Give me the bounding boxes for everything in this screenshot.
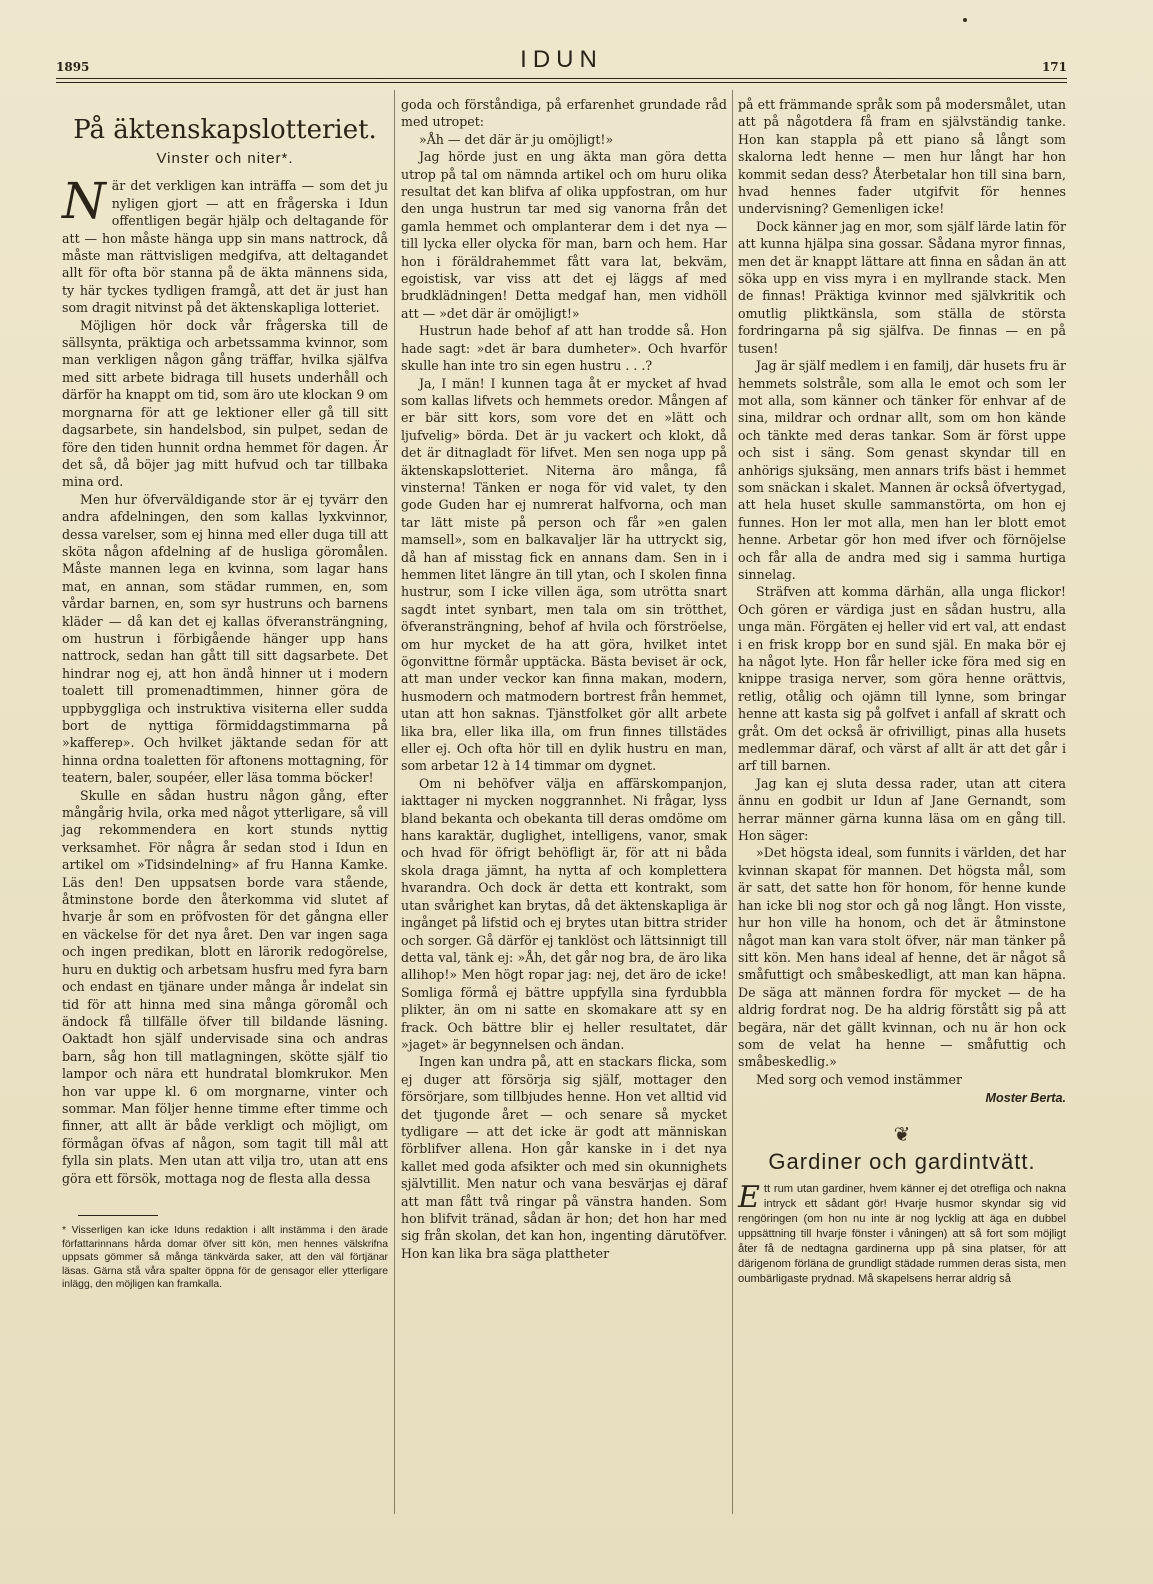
header-rule-thin [56,82,1067,83]
column-1 [62,96,388,1292]
article-paragraph: Jag hörde just en ung äkta man göra detta utrop på tal om nämnda artikel och om huru olika resultat det kan blifva af olika uppfostran, om hur den unga hustrun tar med sig vanorna från det gamla hemmet och omplanterar dem i det nya — till lycka eller olycka för man, barn och hem. Har hon i föräldrahemmet fått vara lat, bekväm, egoistisk, var viss att det ej läggs af med brudklädningen! Detta medgaf han, men vidhöll att — »det där är omöjligt!» [401,149,727,321]
article-paragraph: Om ni behöfver välja en affärskompanjon, iakttager ni mycken noggrannhet. Ni frågar, lyss bland bekanta och obekanta till deras omdöme om hans karaktär, duglighet, intelligens, vanor, smak och hvad för öfrigt behöfligt är, för att ni båda skola draga jämnt, ha nytta af och komplettera hvarandra. Och dock är detta ett kontrakt, som utan svårighet kan brytas, då det äktenskapliga är ingånget på lifstid och ej brytes utan bittra strider och sorger. Gå därför ej tanklöst och lättsinnigt till detta val, tänk ej: »Åh, det går nog bra, de äro lika allihop!» Men högt ropar jag: nej, det äro de icke! Somliga förmå ej bättre uppfylla sina fyrdubbla plikter, än om ni satte en skomakare att sy en frack. Och bättre blir ej heller resultatet, där »jaget» är begynnelsen och ändan. [401,775,727,1052]
article2-title: Gardiner och gardintvätt. [768,1148,1036,1174]
article-paragraph: När det verkligen kan inträffa — som det ju nyligen gjort — att en frågerska i Idun offentligen begär hjälp och deltagande för att — hon måste hänga upp sin mans nattrock, då måste man rättvisligen medgifva, att deltagandet allt för ofta bör stanna på de äkta männens sida, ty här tyckes tydligen framgå, att det är just han som dragit nitvinst på det äktenskapliga lotteriet. [62,172,388,316]
article-paragraph: Jag är själf medlem i en familj, där husets fru är hemmets solstråle, som alla le emot och som ler mot alla, som känner och tänker för enhvar af de sina, mildrar och ordnar allt, som om hon kände och tänkte med deras tankar. Som är först uppe och sist i säng. Som genast skyndar till en anhörigs sjuksäng, men annars trifs bäst i hemmet som snäckan i skalet. Mannen är också öfvertygad, att hela huset skulle sammanstörta, om hon ej funnes. Hon ler mot alla, men han ler blott emot henne. Arbetar gör hon med ifver och förnöjelse och får alla de andra med sig i samma hurtiga sinnelag. [738,358,1066,582]
column-2 [401,96,727,1262]
article-paragraph: Sträfven att komma därhän, alla unga flickor! Och gören er värdiga just en sådan hustru, alla unga män. Förgäten ej heller vid ert val, att endast i en frisk kropp bor en sund själ. En maka bör ej ha något lyte. Hon får heller icke föra med sig en knippe trasiga nerver, som göra henne orättvis, retlig, otålig och ojämn till lynne, som bringar henne att kasta sig på golfvet i anfall af skratt och gråt. Om det också är ofrivilligt, pinas alla husets medlemmar däraf, och värst af allt är att det går i arf till barnen. [738,584,1066,774]
article-paragraph: Men hur öfverväldigande stor är ej tyvärr den andra afdelningen, den som kallas lyxkvinnor, dessa varelser, som ej hinna med eller duga till att sköta någon afdelning af de husliga göromålen. Måste mannen lega en kvinna, som lagar hans mat, en annan, som städar rummen, en, som vårdar barnen, en, som syr hustruns och barnens kläder — då kan det ej kallas öfveransträngning, om hustrun i förbigående hänger upp hans nattrock, sedan han gått till sitt dagsarbete. Det hindrar nog ej, att hon ändå hinner ut i modern toalett till promenadtimmen, hinner göra de uppbyggliga och instruktiva visiterna eller sudda bort de nyttiga förmiddagstimmarna på »kafferep». Och hvilket jäktande sedan för att hinna ordna toaletten för aftonens mottagning, för teatern, baler, soupéer, eller läsa tomma böcker! [62,491,388,786]
article-paragraph: »Åh — det där är ju omöjligt!» [419,131,614,147]
article-paragraph: Jag kan ej sluta dessa rader, utan att citera ännu en godbit ur Idun af Jane Gernandt, som herrar männer gärna kunna läsa om en gång till. Hon säger: [738,775,1066,844]
article-paragraph: Ja, I män! I kunnen taga åt er mycket af hvad som kallas lifvets och hemmets oredor. Mången af er bär sitt kors, som vore det en »lätt och ljufvelig» börda. Det är ju vackert och klokt, då det är ditnagladt för lifvet. Men sen noga upp på äktenskapslotteriet. Niterna äro många, få vinsterna! Tänken er noga för vid valet, ty den gode Guden har ej numrerat halfvorna, och man tar lätt miste på person och får »en galen mamsell», som en balkavaljer lär ha uttryckt sig, då han af misstag fick en annans dam. Sen in i hemmen litet längre än till ytan, och I skolen finna hustrur, som I icke villen äga, som utrötta snart sagdt intet synbart, men tala om sin trötthet, öfveransträngning, behof af hvila och förströelse, om hur mycket de ha att göra, hvilket intet ögonvittne förmår upptäcka. Bästa beviset är ock, att man under veckor kan finna makan, modern, husmodern och matmodern bortrest från hemmet, utan att hon saknas. Tjänstfolket gör allt arbete lika bra, eller lika illa, om frun finnes tillstädes eller ej. Och ofta hör till en dylik hustru en man, som arbetar 12 à 14 timmar om dygnet. [401,375,727,774]
signature: Moster Berta. [985,1091,1066,1106]
article-paragraph: Skulle en sådan hustru någon gång, efter mångårig hvila, orka med något ytterligare, så vill jag rekommendera en kort stunds nyttig verksamhet. För några år sedan stod i Idun en artikel om »Tidsindelning» af fru Hanna Kamke. Läs den! Den uppsatsen borde vara stående, åtminstone borde den återkomma vid slutet af hvarje år som en pröfvosten för det gångna eller en väckelse för det nya året. Den var ingen saga och ingen predikan, blott en lärorik redogörelse, huru en duktig och arbetsam husfru med fyra barn och endast en tjänare under många år indelat sin tid för att hinna med sina många göromål och ändock få tillfälle öfver till bildande läsning. Oaktadt hon själf undervisade sina och andras barn, såg hon till matlagningen, skötte själf tio lampor och nära ett hundratal blomkrukor. Men hon var uppe kl. 6 om morgnarne, vinter och sommar. Man följer henne timme efter timme och finner, att allt är både verkligt och möjligt, om förmågan öfvas af någon, som tagit till mål att fylla sin plats. Men utan att vilja tro, utan att ens göra ett försök, mottaga nog de flesta alla dessa [62,787,388,1186]
article-paragraph: Möjligen hör dock vår frågerska till de sällsynta, präktiga och arbetssamma kvinnor, som man verkligen någon gång träffar, hvilka själfva med sitt arbete bidraga till husets underhåll och därför ha knappt om tid, som äro ute klockan 9 om morgnarna för att ge lektioner eller gå till sitt dagsarbete, sin handelsbod, sin pulpet, sedan de före den tiden hunnit ordna hemmet för dagen. Är det så, då böjer jag mitt hufvud och tar tillbaka mina ord. [62,317,388,490]
article-paragraph: Ingen kan undra på, att en stackars flicka, som ej duger att försörja sig själf, mottager den försörjare, som tillbjudes henne. Hon vet alltid vid det tjugonde året — och senare så mycket tydligare — att det icke är godt att människan förblifver allena. Hon går kanske in i det nya kallet med goda afsikter och med sin okunnighets självtillit. Men natur och vana besvärjas ej däraf att man fått två ringar på vänstra handen. Som hon blifvit tränad, sådan är hon; det hon har med sig från skolan, det kan hon, ingenting därutöfver. Hon kan lika bra säga plattheter [401,1054,727,1261]
article-paragraph: Hustrun hade behof af att han trodde så. Hon hade sagt: »det är bara dumheter». Och hvarför skulle han inte tro sin egen hustru . . .? [401,323,727,374]
article-paragraph: goda och förståndiga, på erfarenhet grundade råd med utropet: [401,97,727,130]
article-paragraph: Dock känner jag en mor, som själf lärde latin för att kunna hjälpa sina gossar. Sådana myror finnas, men det är knappt lättare att finna en sådan än att söka upp en viss myra i en myllrande stack. Men de finnas! Präktiga kvinnor med självkritik och omutlig pliktkänsla, som ställa de största fordringarna på sig själfva. De finnas — en på tusen! [738,218,1066,356]
header-year: 1895 [56,60,90,74]
drop-cap: N [62,172,106,231]
column-3 [738,96,1066,1287]
article-paragraph: Med sorg och vemod instämmer [756,1071,962,1087]
column-divider-1 [394,90,395,1514]
drop-cap: E [738,1180,760,1216]
ornament-icon: ❦ [893,1121,911,1146]
page-number: 171 [1041,60,1067,74]
article-paragraph: »Det högsta ideal, som funnits i världen, det har kvinnan skapat för mannen. Det högsta mål, som är satt, det satte hon för honom, för henne kunde han icke bli nog stor och gå nog långt. Hon visste, hur hon ville ha honom, och det är åtminstone något man kan vara stolt öfver, när man tänker på sitt kön. Men hans ideal af henne, det är något så småfuttigt och småbeskedligt, att man kan häpna. De säga att männen fordra för mycket — de ha aldrig fordrat nog. De ha aldrig förstått sig på att begära, när det gällt kvinnan, och nu är hon ock som de velat ha henne — småfuttig och småbeskedlig.» [738,845,1066,1070]
masthead-title: IDUN [520,46,603,73]
header-rule [56,78,1067,79]
footnote-rule [78,1215,158,1216]
page-header [56,46,1067,76]
column-divider-2 [732,90,733,1514]
article-title: På äktenskapslotteriet. [73,115,377,145]
print-speck [963,18,967,22]
footnote: * Visserligen kan icke Iduns redaktion i allt instämma i den ärade författarinnans hårda domar öfver sitt kön, men hennes välskrifna uppsats gömmer så många tänkvärda saker, att den väl förtjänar läsas. Gärna stå våra spalter öppna för de gensagor eller ytterligare inlägg, den möjligen kan framkalla. [62,1224,388,1291]
article-paragraph: på ett främmande språk som på modersmålet, utan att på någotdera få fram en självständig tanke. Hon kan stappla på ett piano så långt som skalorna ledt henne — men hur långt har hon kommit sedan dess? Återbetalar hon till sina barn, hvad hennes fader utgifvit för hennes undervisning? Gemenligen icke! [738,97,1066,217]
article2-text: Ett rum utan gardiner, hvem känner ej det otrefliga och nakna intryck ett sådant gör! Hvarje husmor skyndar sig vid rengöringen (om hon nu inte är nog lycklig att äga en dubbel uppsättning till hvarje fönster i våningen) att så fort som möjligt åter få de nedtagna gardinerna upp på sina platser, för att därigenom förläna de grundligt städade rummen deras sista, men oumbärligaste prydnad. Må skapelsens herrar aldrig så [738,1180,1066,1286]
article-subtitle: Vinster och niter*. [156,150,294,167]
